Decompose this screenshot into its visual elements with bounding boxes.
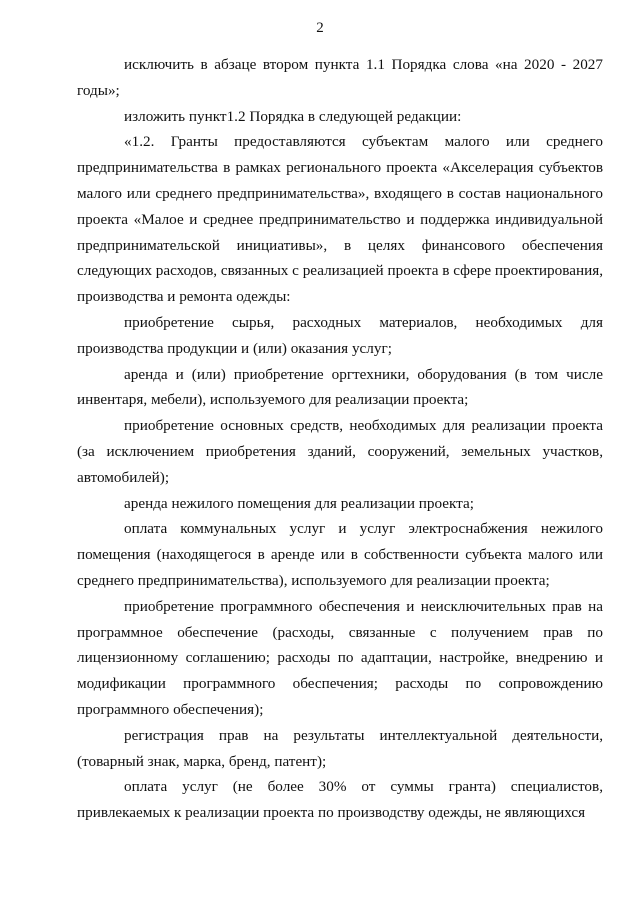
list-item-office-equipment: аренда и (или) приобретение оргтехники, оборудования (в том числе инвентаря, мебели), используемого для реализации проекта; (77, 365, 603, 409)
list-item-premises-rent: аренда нежилого помещения для реализации проекта; (124, 494, 474, 512)
page-number: 2 (316, 20, 324, 36)
paragraph-grants-clause: «1.2. Гранты предоставляются субъектам малого или среднего предпринимательства в рамках регионального проекта «Акселерация субъектов малого или среднего предпринимательства», входящего в состав национального проекта «Малое и среднее предпринимательство и поддержка индивидуальной предпринимательской инициативы», в целях финансового обеспечения следующих расходов, связанных с реализацией проекта в сфере проектирования, производства и ремонта одежды: (77, 133, 603, 306)
list-item-ip-registration: регистрация прав на результаты интеллектуальной деятельности, (товарный знак, марка, бренд, патент); (77, 726, 603, 770)
list-item-specialist-services: оплата услуг (не более 30% от суммы гранта) специалистов, привлекаемых к реализации проекта по производству одежды, не являющихся (77, 778, 603, 822)
list-item-software: приобретение программного обеспечения и неисключительных прав на программное обеспечение (расходы, связанные с получением прав по лицензионному соглашению; расходы по адаптации, настройке, внедрению и модификации программного обеспечения; расходы по сопровождению программного обеспечения); (77, 597, 603, 718)
paragraph-exclude-clause: исключить в абзаце втором пункта 1.1 Порядка слова «на 2020 - 2027 годы»; (77, 56, 603, 99)
list-item-utilities: оплата коммунальных услуг и услуг электроснабжения нежилого помещения (находящегося в аренде или в собственности субъекта малого или среднего предпринимательства), используемого для реализации проекта; (77, 520, 603, 589)
list-item-fixed-assets: приобретение основных средств, необходимых для реализации проекта (за исключением приобретения зданий, сооружений, земельных участков, автомобилей); (77, 417, 603, 486)
document-body (77, 52, 603, 826)
paragraph-amend-clause: изложить пункт1.2 Порядка в следующей редакции: (124, 107, 462, 125)
list-item-raw-materials: приобретение сырья, расходных материалов, необходимых для производства продукции и (или) оказания услуг; (77, 313, 603, 357)
